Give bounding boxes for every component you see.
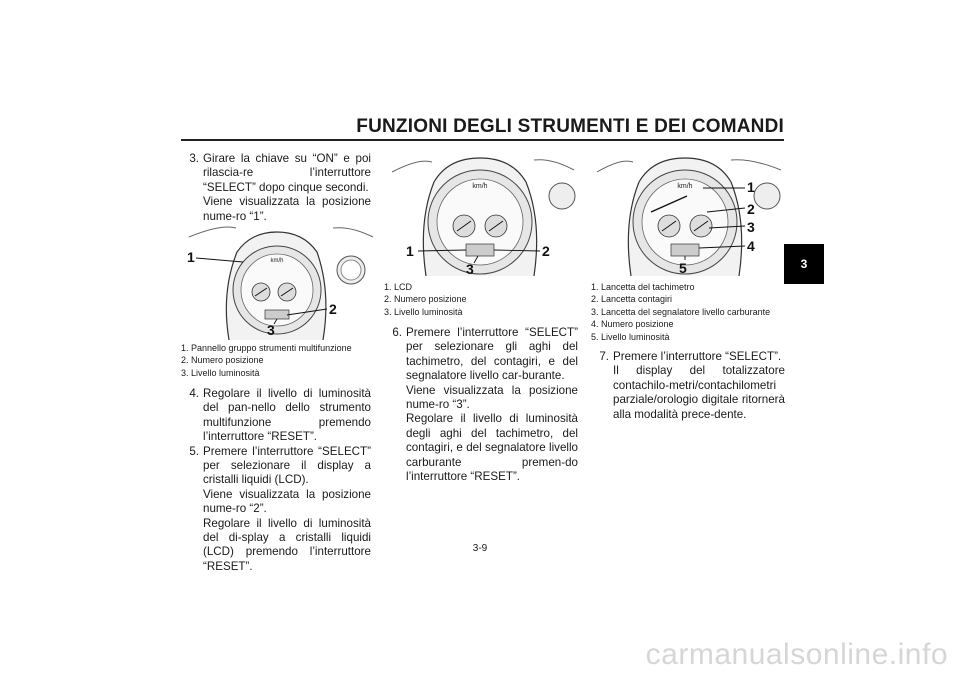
figure-instrument-panel-3 [591,152,785,276]
step-5-text-2: Viene visualizzata la posizione nume-ro “2”. [203,487,371,516]
callout-3: 3 [747,219,755,235]
caption-item: 1. LCD [384,282,413,292]
caption-item: 5. Livello luminosità [591,331,670,342]
callout-3: 3 [267,322,275,338]
caption-item: 2. Numero posizione [384,294,467,305]
caption-item: 2. Numero posizione [181,355,264,366]
step-4-text-1: Regolare il livello di luminosità del pan-nello dello strumento multifunzione premendo l’interruttore “RESET”. [203,387,371,444]
step-3-number: 3. [189,152,199,165]
step-6-text-2: Viene visualizzata la posizione nume-ro “3”. [406,383,578,412]
step-7-text-2: Il display del totalizzatore contachilo-metri/contachilometri parziale/orologio digitale ritornerà alla modalità prece-dente. [613,364,785,421]
step-5-text-1: Premere l’interruttore “SELECT” per selezionare il display a cristalli liquidi (LCD). [203,444,371,487]
callout-2: 2 [542,243,550,259]
step-3-text-1: Girare la chiave su “ON” e poi rilascia-re l’interruttore “SELECT” dopo cinque secondi. [203,152,371,194]
caption-item: 4. Numero posizione [591,319,674,330]
callout-5: 5 [679,260,687,276]
caption-item: 3. Livello luminosità [384,306,463,317]
step-7-number: 7. [599,350,609,363]
callout-4: 4 [747,238,755,254]
caption-item: 1. Pannello gruppo strumenti multifunzione [181,343,352,353]
step-6-number: 6. [392,326,402,339]
gauge-unit-label: km/h [472,183,488,190]
caption-item: 2. Lancetta contagiri [591,294,673,305]
caption-item: 3. Lancetta del segnalatore livello carburante [591,306,771,317]
column-1-intro [181,152,371,224]
step-6-text-3: Regolare il livello di luminosità degli aghi del tachimetro, del contagiri, e del segnalatore livello carburante premen-do l’interruttore “RESET”. [406,412,578,484]
step-3 [181,152,371,224]
header-rule [181,139,784,141]
caption-figure-3 [591,281,785,343]
callout-2: 2 [747,201,755,217]
gauge-illustration [591,152,785,276]
gauge-unit-label: km/h [677,183,693,190]
page-title: FUNZIONI DEGLI STRUMENTI E DEI COMANDI [356,116,784,137]
callout-3: 3 [466,261,474,276]
step-3-text-2: Viene visualizzata la posizione nume-ro “1”. [203,195,371,223]
step-5 [181,445,371,575]
column-2-steps [384,326,578,484]
step-6-text-1: Premere l’interruttore “SELECT” per selezionare gli aghi del tachimetro, del contagiri, e del segnalatore livello car-burante. [406,326,578,383]
caption-item: 1. Lancetta del tachimetro [591,282,695,292]
page-number: 3-9 [472,543,488,554]
column-3-steps [591,350,785,422]
step-5-number: 5. [189,444,199,458]
step-4-number: 4. [189,387,199,400]
callout-1: 1 [187,249,195,265]
callout-1: 1 [747,179,755,195]
callout-1: 1 [406,243,414,259]
figure-instrument-panel-2 [384,152,578,276]
step-7 [591,350,785,422]
figure-instrument-panel-1 [181,222,376,340]
step-5-text-3: Regolare il livello di luminosità del di-splay a cristalli liquidi (LCD) premendo l’interruttore “RESET”. [203,516,371,573]
gauge-unit-label: km/h [270,258,284,264]
watermark: carmanualsonline.info [645,638,948,671]
gauge-illustration [181,222,376,340]
step-6 [384,326,578,484]
step-7-text-1: Premere l’interruttore “SELECT”. [613,350,782,363]
caption-figure-1 [181,342,371,379]
step-4 [181,387,371,445]
chapter-tab: 3 [784,244,824,284]
caption-item: 3. Livello luminosità [181,367,260,378]
callout-2: 2 [329,301,337,317]
caption-figure-2 [384,281,578,318]
gauge-illustration [384,152,578,276]
